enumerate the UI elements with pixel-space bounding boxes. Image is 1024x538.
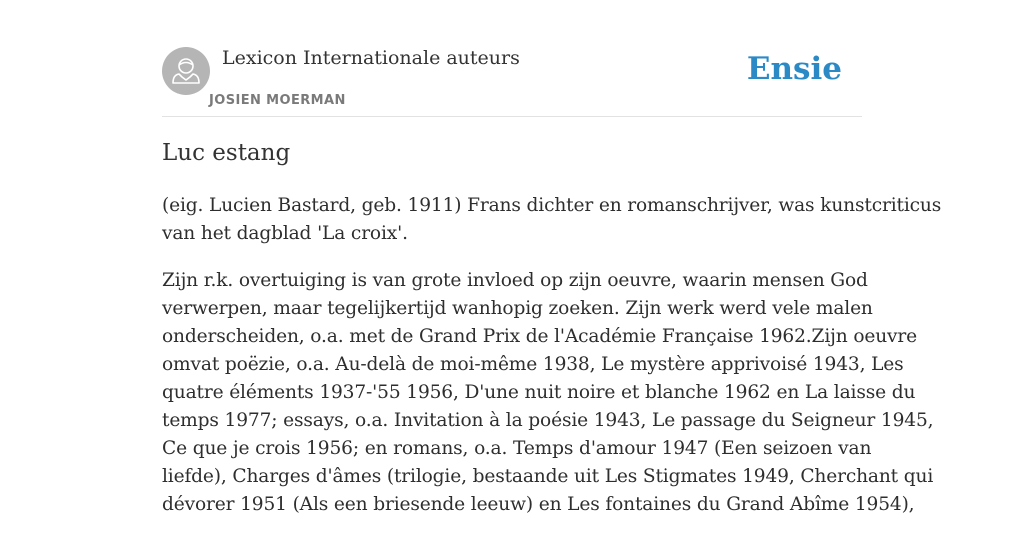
paragraph-1 xyxy=(162,192,942,248)
user-icon xyxy=(162,47,210,95)
avatar[interactable] xyxy=(162,47,210,95)
text-line: Zijn r.k. overtuiging is van grote invloed op zijn oeuvre, waarin mensen God xyxy=(162,270,868,291)
text-line: van het dagblad 'La croix'. xyxy=(162,223,408,244)
text-line: Ce que je crois 1956; en romans, o.a. Temps d'amour 1947 (Een seizoen van xyxy=(162,438,872,459)
text-line: verwerpen, maar tegelijkertijd wanhopig zoeken. Zijn werk werd vele malen xyxy=(162,298,873,319)
entry-header xyxy=(162,47,862,117)
source-title[interactable]: Lexicon Internationale auteurs xyxy=(222,47,520,69)
article-body xyxy=(162,192,942,538)
author-name[interactable]: JOSIEN MOERMAN xyxy=(209,93,346,108)
text-line: quatre éléments 1937-'55 1956, D'une nuit noire et blanche 1962 en La laisse du xyxy=(162,382,916,403)
text-line: temps 1977; essays, o.a. Invitation à la poésie 1943, Le passage du Seigneur 1945, xyxy=(162,410,934,431)
text-line: (eig. Lucien Bastard, geb. 1911) Frans dichter en romanschrijver, was kunstcriticus xyxy=(162,195,942,216)
brand-logo[interactable]: Ensie xyxy=(746,51,842,87)
text-line: omvat poëzie, o.a. Au-delà de moi-même 1938, Le mystère apprivoisé 1943, Les xyxy=(162,354,904,375)
article-title: Luc estang xyxy=(162,140,291,166)
paragraph-2 xyxy=(162,267,934,519)
text-line: dévorer 1951 (Als een briesende leeuw) en Les fontaines du Grand Abîme 1954), xyxy=(162,494,915,515)
text-line: liefde), Charges d'âmes (trilogie, bestaande uit Les Stigmates 1949, Cherchant qui xyxy=(162,466,934,487)
text-line: onderscheiden, o.a. met de Grand Prix de l'Académie Française 1962.Zijn oeuvre xyxy=(162,326,917,347)
